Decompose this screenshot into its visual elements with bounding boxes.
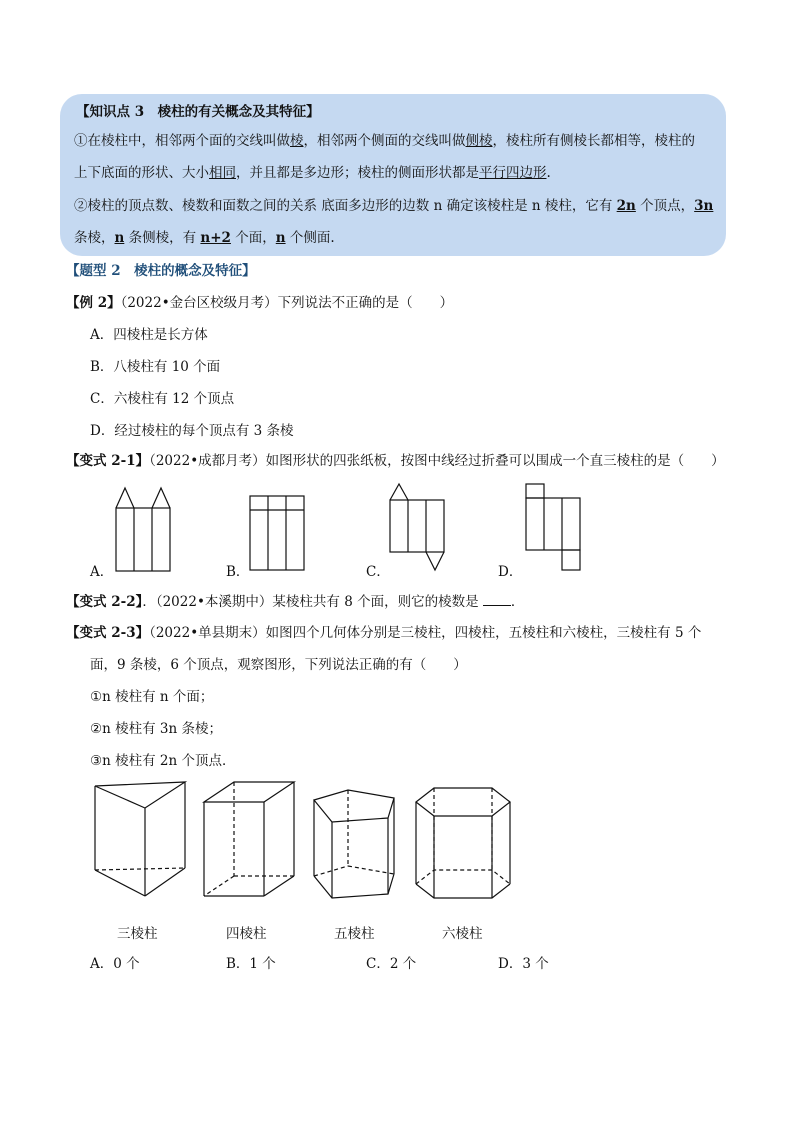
quadrangular-prism-figure (200, 778, 300, 903)
example-option-a: A．四棱柱是长方体 (90, 327, 208, 343)
variant-2-3-option-d: D．3 个 (498, 956, 549, 972)
net-d-figure (524, 482, 584, 574)
answer-blank[interactable] (483, 605, 511, 606)
statement-2: ②n 棱柱有 3n 条棱； (90, 721, 222, 737)
caption-hexagonal: 六棱柱 (442, 926, 483, 942)
topic-title: 【题型 2 棱柱的概念及特征】 (66, 263, 256, 279)
variant-2-2-question: 【变式 2-2】．（2022•本溪期中）某棱柱共有 8 个面，则它的棱数是 ． (66, 594, 525, 610)
net-c-figure (388, 484, 448, 576)
example-option-b: B．八棱柱有 10 个面 (90, 359, 221, 375)
variant-2-3-option-c: C．2 个 (366, 956, 417, 972)
net-d-label: D． (498, 564, 523, 580)
statement-3: ③n 棱柱有 2n 个顶点． (90, 753, 236, 769)
variant-2-3-option-a: A．0 个 (90, 956, 140, 972)
triangular-prism-figure (90, 778, 190, 903)
knowledge-line-3: ②棱柱的顶点数、棱数和面数之间的关系 底面多边形的边数 n 确定该棱柱是 n 棱柱，它有 2n 个顶点，3n (74, 198, 714, 214)
knowledge-line-1: ①在棱柱中，相邻两个面的交线叫做棱，相邻两个侧面的交线叫做侧棱，棱柱所有侧棱长都相等，棱柱的 (74, 133, 695, 149)
net-b-label: B． (226, 564, 250, 580)
pentagonal-prism-figure (308, 788, 408, 906)
caption-quadrangular: 四棱柱 (226, 926, 267, 942)
net-c-label: C． (366, 564, 390, 580)
knowledge-line-4: 条棱，n 条侧棱，有 n+2 个面，n 个侧面. (74, 230, 335, 246)
example-option-c: C．六棱柱有 12 个顶点 (90, 391, 235, 407)
net-a-label: A． (90, 564, 114, 580)
net-b-figure (248, 494, 308, 574)
net-a-figure (114, 484, 174, 574)
hexagonal-prism-figure (412, 784, 516, 906)
statement-1: ①n 棱柱有 n 个面； (90, 689, 214, 705)
variant-2-3-question-line2: 面，9 条棱，6 个顶点，观察图形，下列说法正确的有（ ） (90, 657, 467, 673)
example-option-d: D．经过棱柱的每个顶点有 3 条棱 (90, 423, 294, 439)
variant-2-3-option-b: B．1 个 (226, 956, 276, 972)
caption-triangular: 三棱柱 (117, 926, 158, 942)
example-question: 【例 2】（2022•金台区校级月考）下列说法不正确的是（ ） (66, 295, 454, 311)
variant-2-1-question: 【变式 2-1】（2022•成都月考）如图形状的四张纸板，按图中线经过折叠可以围成一个直三棱柱的是（ ） (66, 453, 725, 469)
caption-pentagonal: 五棱柱 (334, 926, 375, 942)
knowledge-title: 【知识点 3 棱柱的有关概念及其特征】 (76, 104, 320, 120)
knowledge-line-2: 上下底面的形状、大小相同，并且都是多边形；棱柱的侧面形状都是平行四边形. (74, 165, 551, 181)
variant-2-3-question: 【变式 2-3】（2022•单县期末）如图四个几何体分别是三棱柱，四棱柱，五棱柱和六棱柱，三棱柱有 5 个 (66, 625, 702, 641)
